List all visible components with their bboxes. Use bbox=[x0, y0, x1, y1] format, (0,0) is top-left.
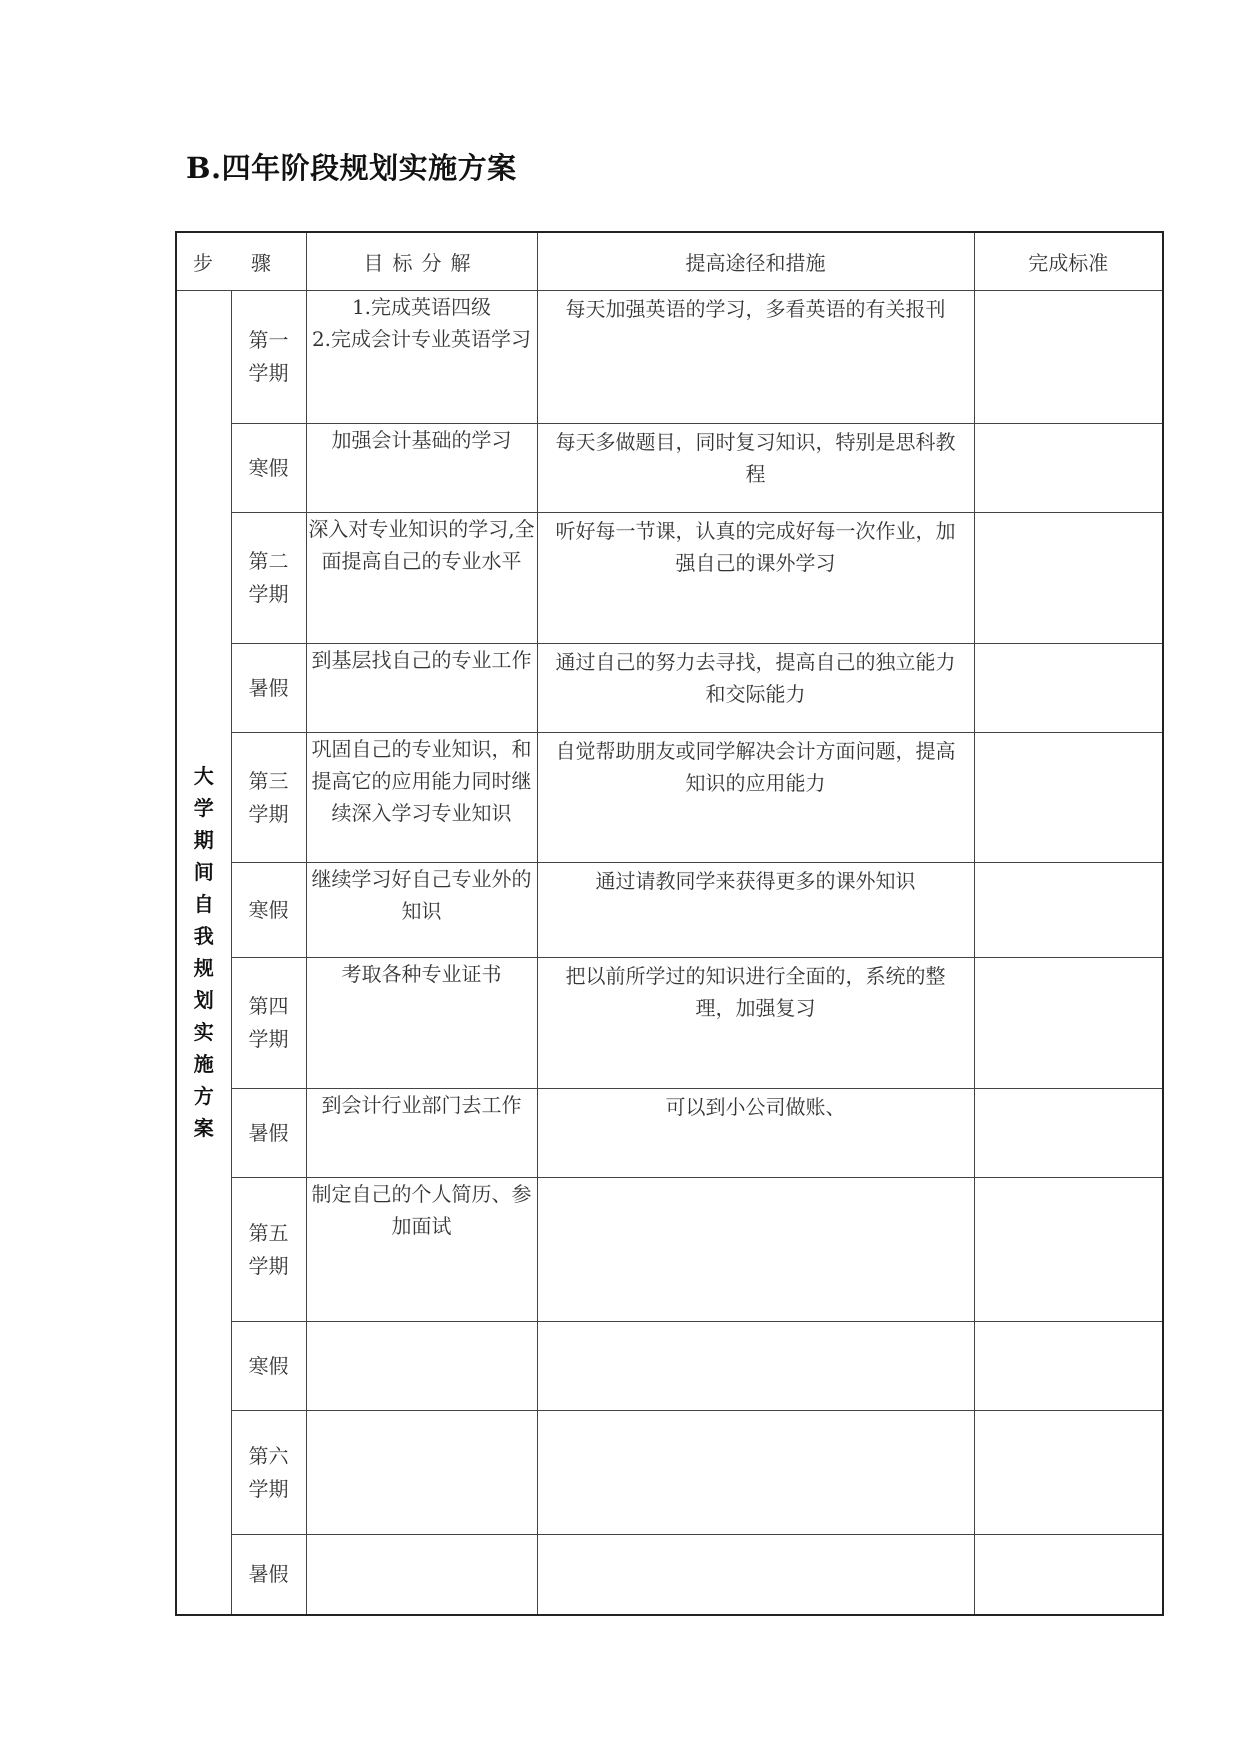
table-row bbox=[176, 1089, 1163, 1178]
goal-cell bbox=[306, 513, 537, 644]
period-label: 学期 bbox=[248, 1027, 289, 1051]
header-measure: 提高途径和措施 bbox=[537, 232, 974, 291]
goal-text: 到基层找自己的专业工作 bbox=[311, 648, 532, 672]
period-label: 学期 bbox=[248, 582, 289, 606]
period-cell bbox=[231, 513, 306, 644]
goal-cell bbox=[306, 644, 537, 733]
goal-cell bbox=[306, 958, 537, 1089]
goal-cell bbox=[306, 1411, 537, 1535]
period-label: 第二 bbox=[248, 549, 289, 573]
side-label-char: 自 bbox=[193, 892, 214, 917]
side-label-char: 期 bbox=[193, 828, 214, 853]
period-label: 暑假 bbox=[248, 1561, 289, 1586]
period-cell bbox=[231, 1089, 306, 1178]
side-label-char: 实 bbox=[193, 1020, 214, 1045]
table-row bbox=[176, 958, 1163, 1089]
goal-cell bbox=[306, 424, 537, 513]
period-label: 第三 bbox=[248, 768, 289, 793]
period-label: 寒假 bbox=[248, 1353, 289, 1378]
measure-cell bbox=[537, 1322, 974, 1411]
goal-cell bbox=[306, 1322, 537, 1411]
side-label-char: 案 bbox=[193, 1116, 214, 1141]
measure-cell: 通过请教同学来获得更多的课外知识 bbox=[537, 863, 974, 958]
period-label: 学期 bbox=[248, 1253, 289, 1278]
table-row bbox=[176, 513, 1163, 644]
period-cell bbox=[231, 291, 306, 424]
goal-text: 加强会计基础的学习 bbox=[331, 428, 512, 452]
standard-cell bbox=[974, 424, 1163, 513]
goal-cell bbox=[306, 1535, 537, 1615]
measure-cell bbox=[537, 1411, 974, 1535]
table-row bbox=[176, 644, 1163, 733]
standard-cell bbox=[974, 1411, 1163, 1535]
measure-cell: 通过自己的努力去寻找，提高自己的独立能力和交际能力 bbox=[537, 644, 974, 733]
header-goal: 目标分解 bbox=[306, 232, 537, 291]
header-step-b: 骤 bbox=[251, 251, 271, 275]
goal-text: 1.完成英语四级 bbox=[351, 295, 492, 319]
plan-table bbox=[175, 231, 1164, 1616]
side-label-char: 学 bbox=[193, 796, 214, 821]
period-label: 暑假 bbox=[248, 675, 289, 700]
side-label-char: 划 bbox=[193, 988, 214, 1013]
table-row bbox=[176, 863, 1163, 958]
goal-text: 2.完成会计专业英语学习 bbox=[311, 327, 532, 351]
goal-cell bbox=[306, 863, 537, 958]
standard-cell bbox=[974, 1178, 1163, 1322]
goal-text: 巩固自己的专业知识，和提高它的应用能力同时继续深入学习专业知识 bbox=[311, 737, 532, 825]
standard-cell bbox=[974, 513, 1163, 644]
period-label: 暑假 bbox=[248, 1120, 289, 1145]
side-label-char: 我 bbox=[193, 924, 214, 949]
side-label-char: 规 bbox=[193, 956, 214, 981]
period-label: 寒假 bbox=[248, 455, 289, 480]
period-cell bbox=[231, 1411, 306, 1535]
table-row bbox=[176, 1535, 1163, 1615]
goal-text: 制定自己的个人简历、参加面试 bbox=[311, 1182, 532, 1238]
goal-cell bbox=[306, 291, 537, 424]
goal-text: 考取各种专业证书 bbox=[341, 962, 502, 986]
period-label: 第四 bbox=[248, 994, 289, 1018]
period-cell bbox=[231, 1535, 306, 1615]
goal-text: 深入对专业知识的学习,全面提高自己的专业水平 bbox=[308, 517, 535, 573]
goal-text: 继续学习好自己专业外的知识 bbox=[311, 867, 532, 923]
period-label: 学期 bbox=[248, 801, 289, 826]
side-label-char: 施 bbox=[193, 1052, 214, 1077]
standard-cell bbox=[974, 733, 1163, 863]
period-cell bbox=[231, 958, 306, 1089]
goal-cell bbox=[306, 1178, 537, 1322]
header-row bbox=[176, 232, 1163, 291]
header-step-a: 步 bbox=[193, 251, 213, 275]
header-standard: 完成标准 bbox=[974, 232, 1163, 291]
table-row bbox=[176, 1322, 1163, 1411]
period-cell bbox=[231, 424, 306, 513]
goal-text: 到会计行业部门去工作 bbox=[321, 1093, 522, 1117]
measure-cell: 每天多做题目，同时复习知识，特别是思科教程 bbox=[537, 424, 974, 513]
period-label: 寒假 bbox=[248, 897, 289, 922]
period-label: 第六 bbox=[248, 1443, 289, 1468]
period-cell bbox=[231, 644, 306, 733]
measure-cell: 听好每一节课，认真的完成好每一次作业，加强自己的课外学习 bbox=[537, 513, 974, 644]
period-cell bbox=[231, 863, 306, 958]
header-step bbox=[176, 232, 306, 291]
side-label-char: 间 bbox=[193, 860, 214, 885]
period-cell bbox=[231, 733, 306, 863]
page-title: B.四年阶段规划实施方案 bbox=[186, 151, 517, 185]
period-cell bbox=[231, 1322, 306, 1411]
measure-cell bbox=[537, 1178, 974, 1322]
period-label: 第一 bbox=[248, 328, 289, 352]
standard-cell bbox=[974, 863, 1163, 958]
side-label bbox=[176, 291, 231, 1615]
standard-cell bbox=[974, 291, 1163, 424]
standard-cell bbox=[974, 644, 1163, 733]
table-row bbox=[176, 733, 1163, 863]
measure-cell: 可以到小公司做账、 bbox=[537, 1089, 974, 1178]
table-row bbox=[176, 1178, 1163, 1322]
period-label: 第五 bbox=[248, 1220, 289, 1245]
goal-cell bbox=[306, 1089, 537, 1178]
measure-cell bbox=[537, 1535, 974, 1615]
measure-cell: 每天加强英语的学习，多看英语的有关报刊 bbox=[537, 291, 974, 424]
table-row bbox=[176, 424, 1163, 513]
standard-cell bbox=[974, 1322, 1163, 1411]
standard-cell bbox=[974, 1535, 1163, 1615]
period-cell bbox=[231, 1178, 306, 1322]
measure-cell: 把以前所学过的知识进行全面的，系统的整理，加强复习 bbox=[537, 958, 974, 1089]
period-label: 学期 bbox=[248, 361, 289, 385]
standard-cell bbox=[974, 958, 1163, 1089]
side-label-char: 方 bbox=[193, 1084, 214, 1109]
period-label: 学期 bbox=[248, 1476, 289, 1501]
table-row bbox=[176, 291, 1163, 424]
goal-cell bbox=[306, 733, 537, 863]
side-label-char: 大 bbox=[193, 764, 214, 789]
table-row bbox=[176, 1411, 1163, 1535]
measure-cell: 自觉帮助朋友或同学解决会计方面问题，提高知识的应用能力 bbox=[537, 733, 974, 863]
standard-cell bbox=[974, 1089, 1163, 1178]
